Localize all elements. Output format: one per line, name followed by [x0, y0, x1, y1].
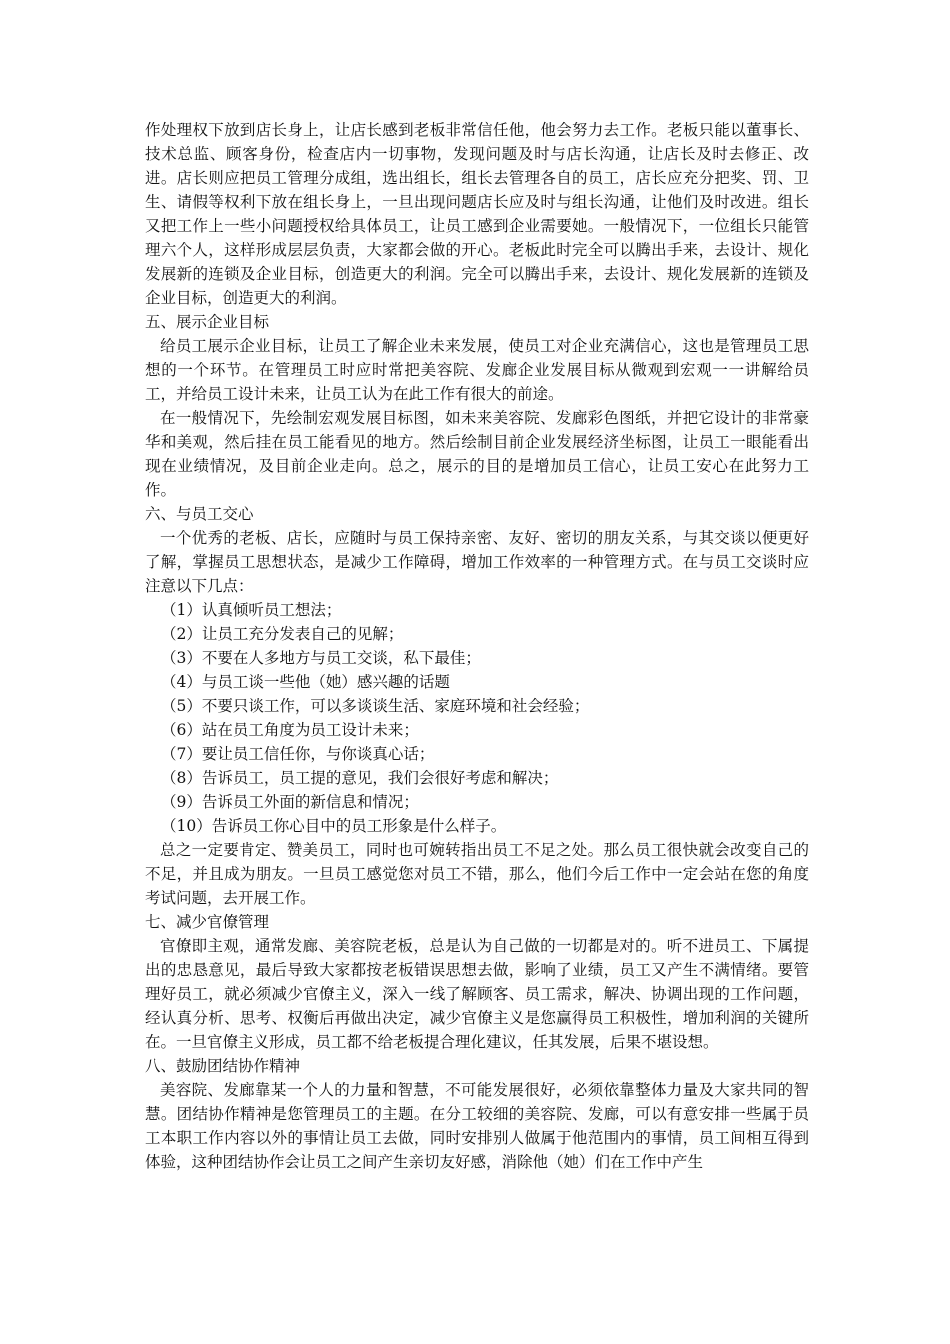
- paragraph-delegation: 作处理权下放到店长身上，让店长感到老板非常信任他，他会努力去工作。老板只能以董事长、技术总监、顾客身份，检查店内一切事物，发现问题及时与店长沟通，让店长及时去修正、改进。店长则应把员工管理分成组，选出组长，组长去管理各自的员工，店长应充分把奖、罚、卫生、请假等权利下放在组长身上，一旦出现问题店长应及时与组长沟通，让他们及时改进。组长又把工作上一些小问题授权给具体员工，让员工感到企业需要她。一般情况下，一位组长只能管理六个人，这样形成层层负责，大家都会做的开心。老板此时完全可以腾出手来，去设计、规化发展新的连锁及企业目标，创造更大的利润。完全可以腾出手来，去设计、规化发展新的连锁及企业目标，创造更大的利润。: [145, 121, 809, 307]
- list-item: （8）告诉员工，员工提的意见，我们会很好考虑和解决；: [161, 769, 559, 787]
- paragraph-goals-intro: 给员工展示企业目标，让员工了解企业未来发展，使员工对企业充满信心，这也是管理员工思想的一个环节。在管理员工时应时常把美容院、发廊企业发展目标从微观到宏观一一讲解给员工，并给员工设计未来，让员工认为在此工作有很大的前途。: [145, 337, 809, 403]
- section-heading-6: 六、与员工交心: [145, 505, 254, 523]
- paragraph-goals-charts: 在一般情况下，先绘制宏观发展目标图，如未来美容院、发廊彩色图纸，并把它设计的非常豪华和美观，然后挂在员工能看见的地方。然后绘制目前企业发展经济坐标图，让员工一眼能看出现在业绩情况，及目前企业走向。总之，展示的目的是增加员工信心，让员工安心在此努力工作。: [145, 409, 809, 499]
- list-item: （6）站在员工角度为员工设计未来；: [161, 721, 419, 739]
- list-item: （4）与员工谈一些他（她）感兴趣的话题: [161, 673, 450, 691]
- list-item: （10）告诉员工你心目中的员工形象是什么样子。: [161, 817, 507, 835]
- paragraph-communication-intro: 一个优秀的老板、店长，应随时与员工保持亲密、友好、密切的朋友关系，与其交谈以便更好了解，掌握员工思想状态，是减少工作障碍，增加工作效率的一种管理方式。在与员工交谈时应注意以下几点：: [145, 529, 809, 595]
- section-heading-8: 八、鼓励团结协作精神: [145, 1057, 301, 1075]
- list-item: （7）要让员工信任你，与你谈真心话；: [161, 745, 435, 763]
- list-item: （9）告诉员工外面的新信息和情况；: [161, 793, 419, 811]
- document-page: [145, 118, 809, 1174]
- paragraph-bureaucracy: 官僚即主观，通常发廊、美容院老板，总是认为自己做的一切都是对的。听不进员工、下属提出的忠恳意见，最后导致大家都按老板错误思想去做，影响了业绩，员工又产生不满情绪。要管理好员工，就必须减少官僚主义，深入一线了解顾客、员工需求，解决、协调出现的工作问题，经认真分析、思考、权衡后再做出决定，减少官僚主义是您赢得员工积极性，增加利润的关键所在。一旦官僚主义形成，员工都不给老板提合理化建议，任其发展，后果不堪设想。: [145, 937, 809, 1051]
- list-item: （3）不要在人多地方与员工交谈，私下最佳；: [161, 649, 481, 667]
- list-item: （1）认真倾听员工想法；: [161, 601, 342, 619]
- list-item: （2）让员工充分发表自己的见解；: [161, 625, 404, 643]
- section-heading-5: 五、展示企业目标: [145, 313, 270, 331]
- paragraph-teamwork: 美容院、发廊靠某一个人的力量和智慧，不可能发展很好，必须依靠整体力量及大家共同的智慧。团结协作精神是您管理员工的主题。在分工较细的美容院、发廊，可以有意安排一些属于员工本职工作内容以外的事情让员工去做，同时安排别人做属于他范围内的事情，员工间相互得到体验，这种团结协作会让员工之间产生亲切友好感，消除他（她）们在工作中产生: [145, 1081, 809, 1171]
- paragraph-praise: 总之一定要肯定、赞美员工，同时也可婉转指出员工不足之处。那么员工很快就会改变自己的不足，并且成为朋友。一旦员工感觉您对员工不错，那么，他们今后工作中一定会站在您的角度考试问题，去开展工作。: [145, 841, 809, 907]
- section-heading-7: 七、减少官僚管理: [145, 913, 270, 931]
- list-item: （5）不要只谈工作，可以多谈谈生活、家庭环境和社会经验；: [161, 697, 590, 715]
